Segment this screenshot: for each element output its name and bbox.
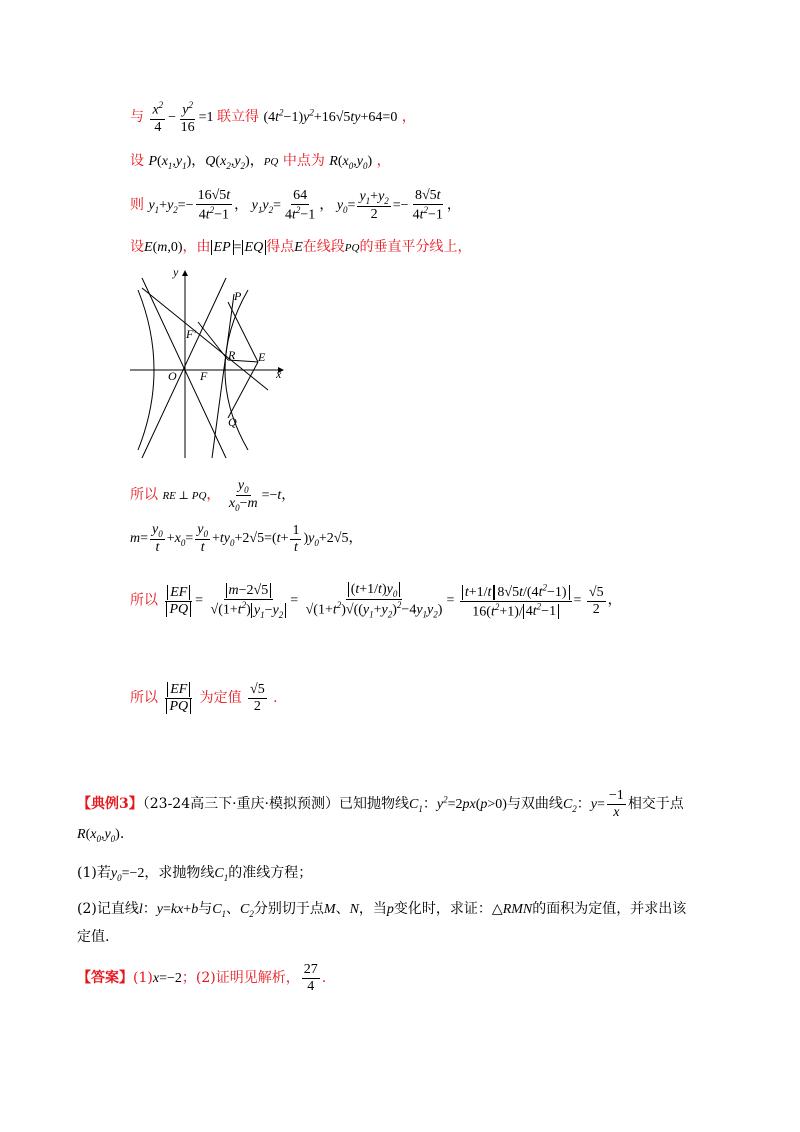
text: 的垂直平分线上， <box>359 239 472 255</box>
answer-1: x=−2 <box>152 970 182 986</box>
text: 中点为 <box>282 153 325 169</box>
label-r: R <box>228 348 236 362</box>
text: 相交于点 <box>627 795 684 812</box>
text: 所以 <box>130 592 158 609</box>
label-f: F <box>200 369 208 383</box>
text: 与 <box>130 109 144 126</box>
label-p: P <box>234 289 242 303</box>
text: 与 <box>198 901 213 917</box>
ep-eq: EP = EQ <box>211 240 267 255</box>
text: (2)记直线 <box>77 901 139 917</box>
y-axis-arrow <box>182 270 188 276</box>
text: . <box>273 689 278 706</box>
text: ： <box>422 795 437 812</box>
solution-line-7 <box>130 582 622 621</box>
label-q: Q <box>228 415 237 429</box>
text: ， <box>401 109 416 126</box>
text: ，由 <box>182 239 211 255</box>
text: 得点 <box>266 239 295 255</box>
text: （23-24高三下·重庆·模拟预测）已知抛物线 <box>142 795 410 812</box>
text: 的面积为定值，并求出该 <box>532 901 687 917</box>
c2: $C_2$ <box>562 796 577 814</box>
c1: $C_1$ <box>409 796 423 814</box>
label-e: E <box>258 350 266 364</box>
m-expression: m= $\frac{y_0}{t}$ $+x_0=$ $\frac{y_0}{t}$ $+ty_0+2√5=(t+$ $\frac{1}{t}$ )$y_0+2√5$， <box>130 522 363 556</box>
text: 设 <box>130 153 144 169</box>
example-3-part-2-cont <box>77 926 109 946</box>
ratio-value: $\frac{√5}{2}$ <box>250 682 265 715</box>
hyperbola-y: y= $\frac{-1}{x}$ <box>590 788 624 821</box>
ratio-computation: $\frac{EF}{PQ}$ = $\frac{m-2√5}{√(1+t^2) y_1-y_2}$ = $\frac{(t+1/t)y_0}{√(1+t^2)√((y_1+y_2)^2-4y_1y_2)}$ = $\frac{t+1/t 8√5t/(4t^2-1)}{16(t^2+1)/ 4t^2-1}$ = $\frac{√5}{2}$ ， <box>162 593 621 608</box>
solution-line-8 <box>130 682 278 715</box>
c2: $C_2$ <box>240 902 254 919</box>
answer-2: $\frac{27}{4}$ <box>303 962 318 995</box>
text: ，求抛物线 <box>144 865 215 881</box>
line-eq: y=kx+b <box>156 902 199 917</box>
combined-equation: $(4t^2-1)y^2+16√5ty+64=0$ <box>263 107 398 126</box>
example-3-part-1 <box>77 862 312 883</box>
text: 则 <box>130 197 144 214</box>
text: 与双曲线 <box>506 795 563 812</box>
vieta-formulas: $y_1+y_2=-$ $\frac{16√5t}{4t^2-1}$ ， $y_1y_2=$ $\frac{64}{4t^2-1}$ ， $y_0=$ $\frac{y_1+y_2}{2}$ =− $\frac{8√5t}{4t^2-1}$ ， <box>148 188 461 223</box>
segment-fprime-r <box>198 322 228 360</box>
example-3-line-1 <box>77 788 684 821</box>
hyperbola-equation: $\frac{x^2}{4}$ − $\frac{y^2}{16}$ =1 <box>152 100 214 135</box>
example-3-line-2 <box>77 826 124 844</box>
text: 为定值 <box>199 689 242 706</box>
p-var: p <box>386 902 394 917</box>
text: 所以 <box>130 689 158 706</box>
example-3-answer <box>77 962 326 995</box>
text: ；(2)证明见解析， <box>181 969 300 986</box>
y0-value: $y_0=-2$ <box>110 866 145 883</box>
slope-equation: $\frac{y_0}{x_0-m}$ =−t， <box>228 478 296 513</box>
label-y: y <box>173 265 179 279</box>
text: ， <box>376 153 391 169</box>
points-pq: $P(x_1,y_1)$，$Q(x_2,y_2)$，PQ <box>148 154 279 171</box>
line-l: l <box>138 902 143 917</box>
example-tag: 【典例3】 <box>77 795 143 812</box>
solution-line-2 <box>130 150 391 171</box>
solution-line-5: 所以 RE ⊥ PQ， $\frac{y_0}{x_0-m}$ =−t， <box>130 478 296 513</box>
text: 变化时，求证： <box>393 901 492 917</box>
text: 在线段 <box>302 239 345 255</box>
solution-line-1 <box>130 100 416 136</box>
label-o: O <box>168 369 177 383</box>
example-3-part-2 <box>77 898 686 919</box>
text: 定值. <box>77 929 110 945</box>
ratio: $\frac{EF}{PQ}$ <box>162 691 195 706</box>
line-pq-extended <box>212 294 234 458</box>
point-r0: $R(x_0,y_0)$ <box>77 827 120 844</box>
hyperbola-figure <box>128 262 288 460</box>
text: . <box>119 826 125 842</box>
label-fprime: F′ <box>186 327 196 341</box>
text: . <box>321 969 327 986</box>
text: (1)若 <box>77 865 111 881</box>
perpendicular: RE ⊥ PQ <box>162 489 207 502</box>
point-e: E(m,0) <box>144 240 183 255</box>
text: ： <box>576 795 591 812</box>
triangle-rmn: △RMN <box>491 902 533 917</box>
c1: $C_1$ <box>214 866 229 883</box>
label-x: x <box>276 367 282 381</box>
solution-line-6 <box>130 522 362 556</box>
point-r: $R(x_0,y_0)$ <box>329 154 373 171</box>
text: ，当 <box>358 901 387 917</box>
text: 联立得 <box>217 109 260 126</box>
text: 分别切于点 <box>253 901 324 917</box>
text: 设 <box>130 239 144 255</box>
answer-tag: 【答案】 <box>77 969 133 986</box>
points-mn: M、N <box>323 902 359 917</box>
c1: $C_1$ <box>212 902 227 919</box>
parabola-eq: $y^2=2px(p>0)$ <box>436 794 507 812</box>
text: 的准线方程； <box>228 865 313 881</box>
text: 、 <box>226 901 241 917</box>
text: 所以 <box>130 486 158 503</box>
solution-line-3 <box>130 188 461 224</box>
e-symbol: E <box>294 240 303 255</box>
solution-line-4 <box>130 236 471 256</box>
text: (1) <box>133 969 153 986</box>
text: ： <box>142 901 157 917</box>
pq-symbol: PQ <box>344 242 360 254</box>
